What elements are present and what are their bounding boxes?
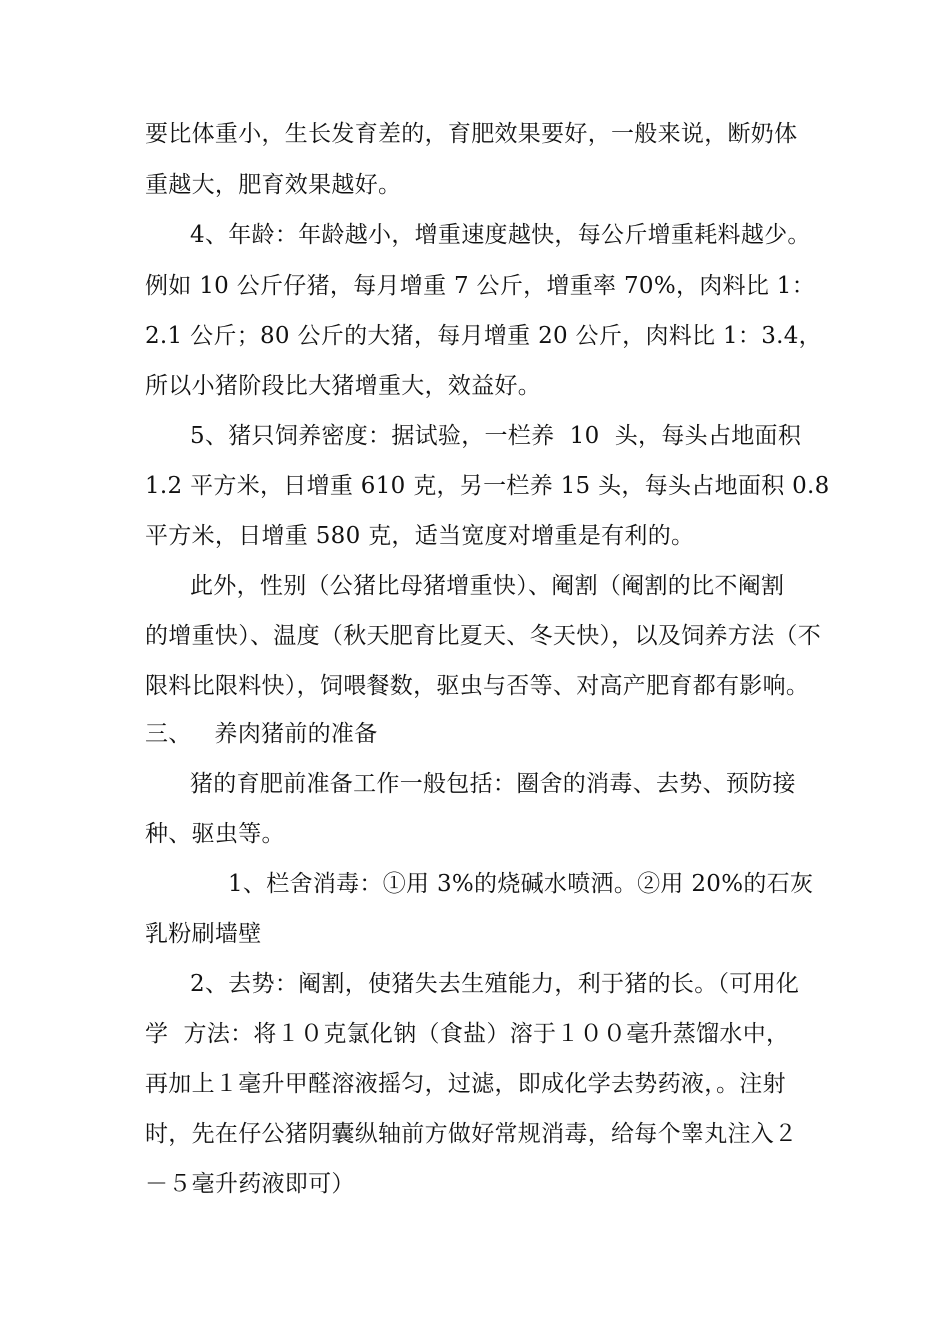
text-line: 所以小猪阶段比大猪增重大，效益好。 — [145, 373, 542, 399]
text-line: 例如 10 公斤仔猪，每月增重 7 公斤，增重率 70%，肉料比 1： — [145, 273, 816, 299]
text-line: 此外，性别（公猪比母猪增重快）、阉割（阉割的比不阉割 — [190, 573, 785, 599]
text-line: －５毫升药液即可） — [145, 1171, 355, 1197]
text-line: 要比体重小，生长发育差的，育肥效果要好，一般来说，断奶体 — [145, 121, 798, 147]
text-line: 平方米，日增重 580 克，适当宽度对增重是有利的。 — [145, 523, 695, 549]
text-line: 猪的育肥前准备工作一般包括：圈舍的消毒、去势、预防接 — [190, 771, 796, 797]
text-line: 乳粉刷墙壁 — [145, 921, 262, 947]
text-line: 时，先在仔公猪阴囊纵轴前方做好常规消毒，给每个睾丸注入２ — [145, 1121, 798, 1147]
text-line: 种、驱虫等。 — [145, 821, 285, 847]
text-line: 1、栏舍消毒：①用 3%的烧碱水喷洒。②用 20%的石灰 — [228, 871, 814, 897]
text-line: 的增重快）、温度（秋天肥育比夏天、冬天快），以及饲养方法（不 — [145, 623, 821, 649]
text-line: 学 方法：将１０克氯化钠（食盐）溶于１００毫升蒸馏水中， — [145, 1021, 790, 1047]
text-line: 限料比限料快），饲喂餐数，驱虫与否等、对高产肥育都有影响。 — [145, 673, 810, 699]
text-line: 重越大，肥育效果越好。 — [145, 172, 402, 198]
section-heading: 三、 养肉猪前的准备 — [145, 721, 378, 747]
text-line: 2.1 公斤；80 公斤的大猪，每月增重 20 公斤，肉料比 1：3.4， — [145, 323, 822, 349]
text-line: 5、猪只饲养密度：据试验，一栏养 10 头，每头占地面积 — [190, 423, 802, 449]
text-line: 1.2 平方米，日增重 610 克，另一栏养 15 头，每头占地面积 0.8 — [145, 473, 830, 499]
text-line: 4、年龄：年龄越小，增重速度越快，每公斤增重耗料越少。 — [190, 222, 811, 248]
text-line: 2、去势：阉割，使猪失去生殖能力，利于猪的长。（可用化 — [190, 971, 800, 997]
text-line: 再加上１毫升甲醛溶液摇匀，过滤，即成化学去势药液，。注射 — [145, 1071, 786, 1097]
